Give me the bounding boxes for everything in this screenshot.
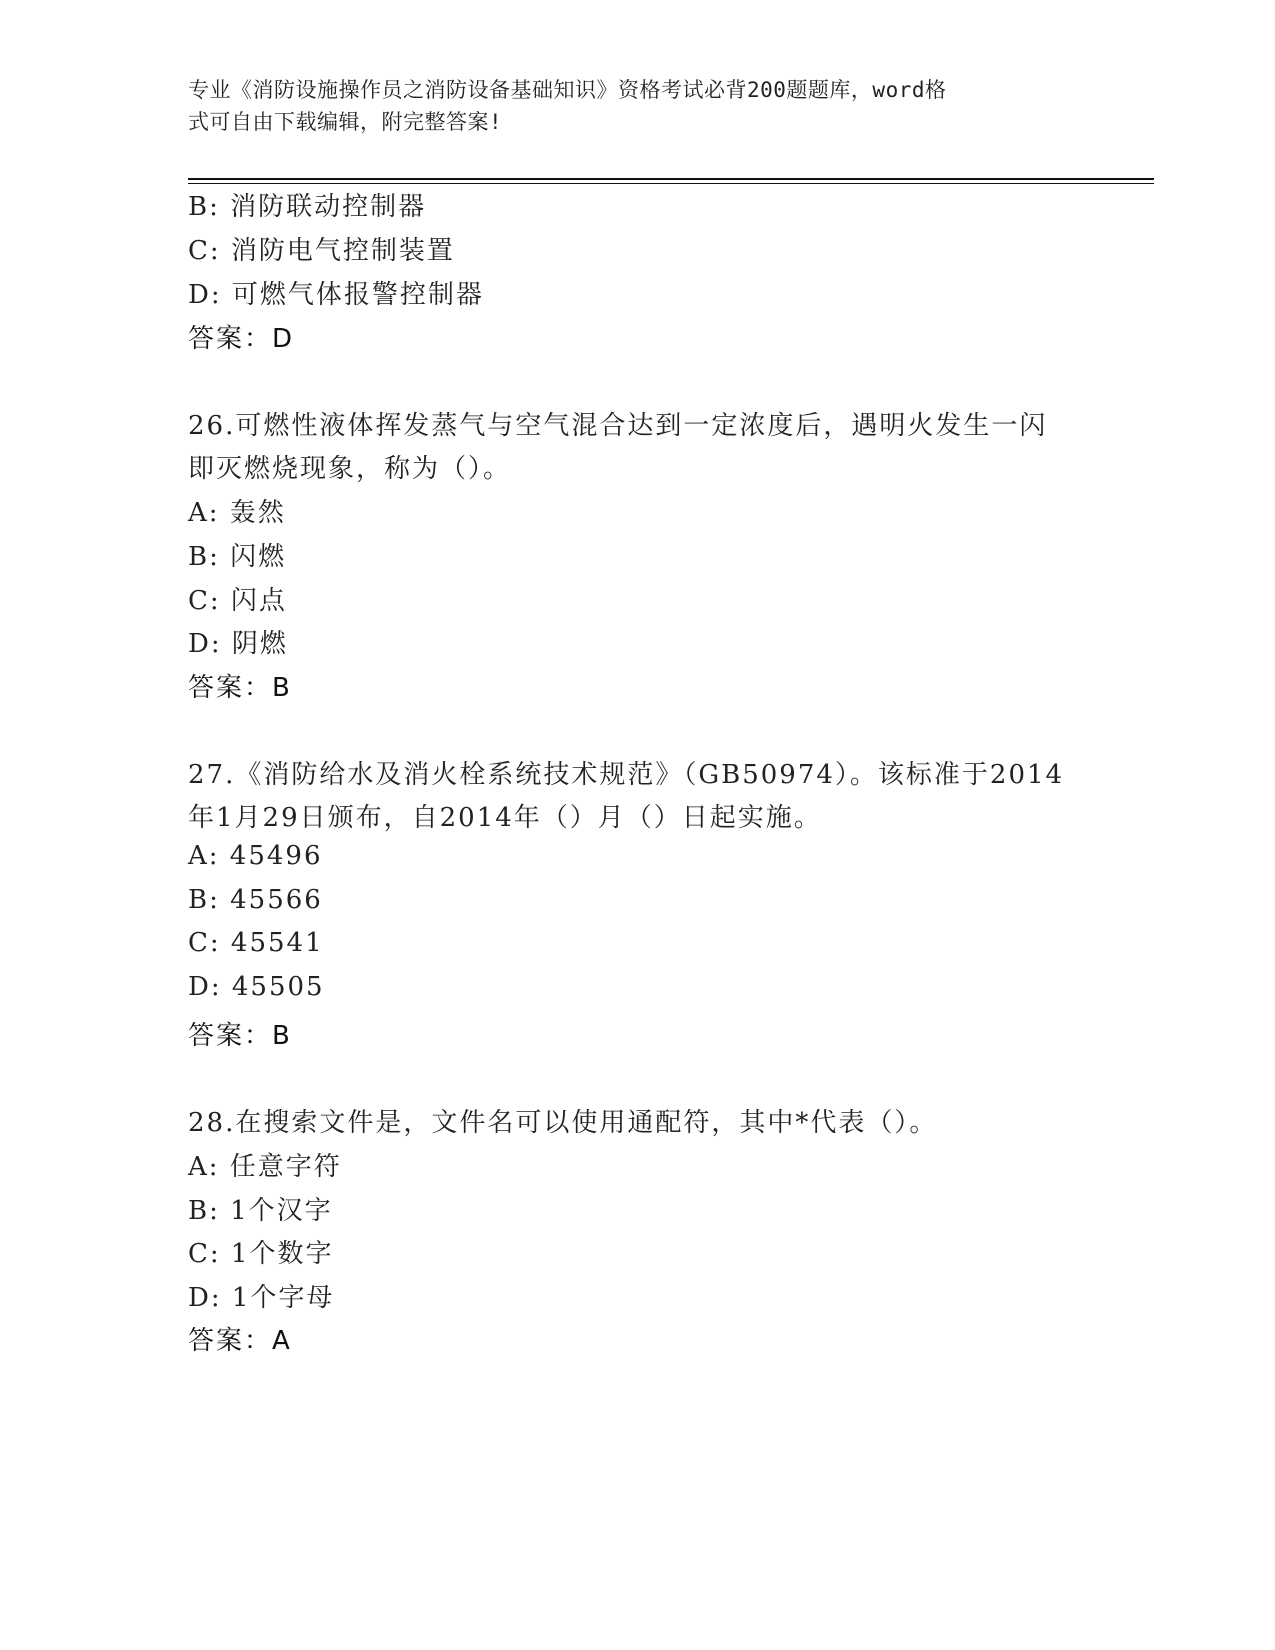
question-text: 年1月29日颁布，自2014年（）月（）日起实施。 bbox=[188, 803, 822, 833]
option-c: C: 闪点 bbox=[188, 586, 287, 616]
answer: 答案：A bbox=[188, 1326, 292, 1356]
option-b: B: 消防联动控制器 bbox=[188, 192, 427, 222]
header-divider-thin bbox=[188, 183, 1154, 184]
option-d: D: 1个字母 bbox=[188, 1283, 335, 1313]
question-text: 即灭燃烧现象，称为（）。 bbox=[188, 454, 512, 484]
document-header bbox=[188, 74, 1068, 138]
option-a: A: 任意字符 bbox=[188, 1152, 342, 1182]
option-a: A: 轰然 bbox=[188, 498, 286, 528]
option-c: C: 45541 bbox=[188, 928, 324, 958]
answer: 答案：D bbox=[188, 324, 295, 354]
option-b: B: 闪燃 bbox=[188, 542, 287, 572]
option-d: D: 阴燃 bbox=[188, 629, 288, 659]
option-b: B: 45566 bbox=[188, 885, 323, 915]
option-d: D: 可燃气体报警控制器 bbox=[188, 280, 484, 310]
option-a: A: 45496 bbox=[188, 841, 323, 871]
option-c: C: 消防电气控制装置 bbox=[188, 236, 455, 266]
question-text: 28.在搜索文件是，文件名可以使用通配符，其中*代表（）。 bbox=[188, 1108, 938, 1138]
answer: 答案：B bbox=[188, 1021, 292, 1051]
header-line-2: 式可自由下载编辑，附完整答案! bbox=[188, 110, 503, 134]
question-text: 27.《消防给水及消火栓系统技术规范》（GB50974）。该标准于2014 bbox=[188, 760, 1065, 790]
option-d: D: 45505 bbox=[188, 972, 325, 1002]
header-divider-thick bbox=[188, 178, 1154, 180]
header-line-1: 专业《消防设施操作员之消防设备基础知识》资格考试必背200题题库，word格 bbox=[188, 78, 947, 102]
option-b: B: 1个汉字 bbox=[188, 1196, 333, 1226]
answer: 答案：B bbox=[188, 673, 292, 703]
question-text: 26.可燃性液体挥发蒸气与空气混合达到一定浓度后，遇明火发生一闪 bbox=[188, 411, 1048, 441]
option-c: C: 1个数字 bbox=[188, 1239, 334, 1269]
